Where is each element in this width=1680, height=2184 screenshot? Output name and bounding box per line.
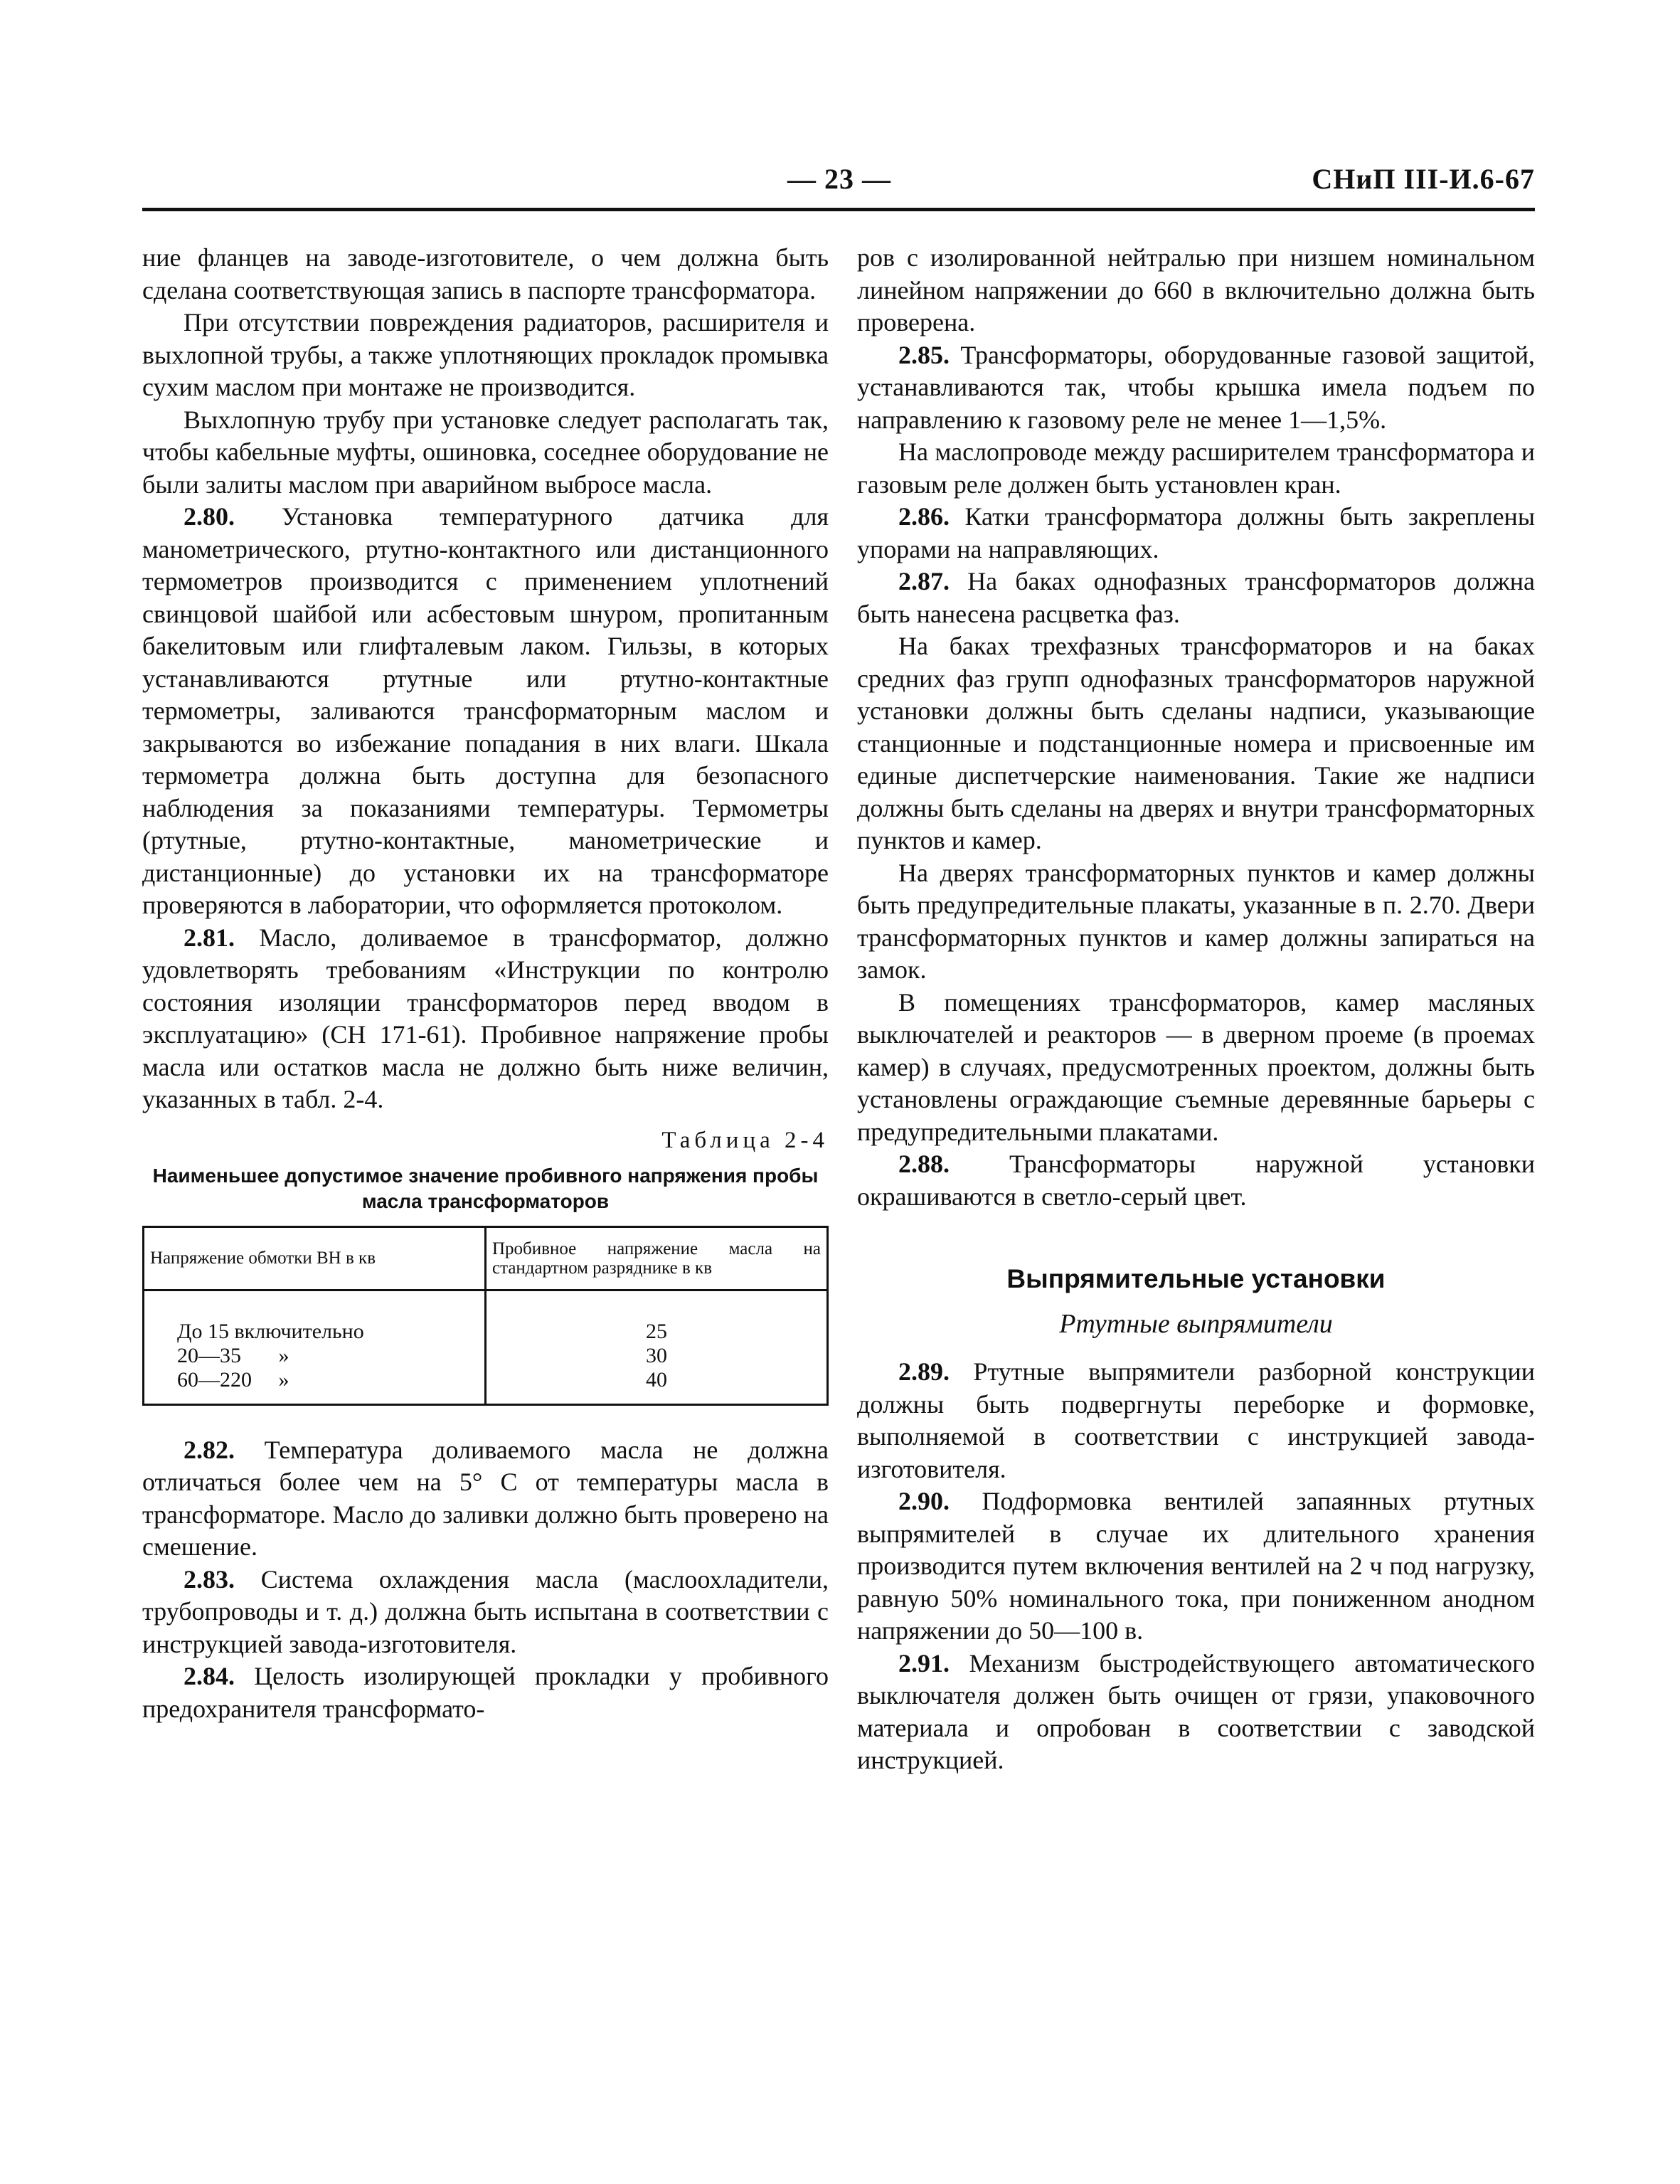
clause-text: Трансформаторы наружной установки окрашиваются в светло-серый цвет. (857, 1150, 1536, 1211)
table-row (144, 1368, 828, 1405)
clause-2-80 (142, 501, 829, 922)
clause-number: 2.85. (898, 340, 950, 369)
clause-text: Трансформаторы, оборудованные газовой защитой, устанавливаются так, чтобы крышка имела подъем по направлению к газовому реле не менее 1—1,5%. (857, 340, 1535, 434)
clause-text: Подформовка вентилей запаянных ртутных выпрямителей в случае их длительного хранения производится путем включения вентилей на 2 ч под нагрузку, равную 50% номинального тока, при пониженном анодном напряжении до 50—100 в. (857, 1487, 1536, 1645)
clause-text: Масло, доливаемое в трансформатор, должно удовлетворять требованиям «Инструкции по контролю состояния изоляции трансформаторов перед вводом в эксплуатацию» (СН 171-61). Пробивное напряжение пробы масла или остатков масла не должно быть ниже величин, указанных в табл. 2-4. (142, 923, 829, 1113)
clause-text: Температура доливаемого масла не должна отличаться более чем на 5° С от температуры масла в трансформаторе. Масло до заливки должно быть проверено на смешение. (142, 1435, 829, 1561)
clause-number: 2.90. (898, 1487, 950, 1515)
table-cell-voltage: 60—220 » (144, 1368, 486, 1405)
clause-number: 2.88. (898, 1150, 950, 1178)
table-header-breakdown: Пробивное напряжение масла на стандартном разряднике в кв (486, 1226, 828, 1290)
paragraph: На маслопроводе между расширителем трансформатора и газовым реле должен быть установлен кран. (857, 438, 1535, 499)
clause-text: Установка температурного датчика для манометрического, ртутно-контактного или дистанционного термометров производится с применением уплотнений свинцовой шайбой или асбестовым шнуром, пропитанным бакелитовым или глифталевым лаком. Гильзы, в которых устанавливаются ртутные или ртутно-контактные термометры, заливаются трансформаторным маслом и закрываются во избежание попадания в них влаги. Шкала термометра должна быть доступна для безопасного наблюдения за показаниями температуры. Термометры (ртутные, ртутно-контактные, манометрические и дистанционные) до установки их на трансформаторе проверяются в лаборатории, что оформляется протоколом. (142, 502, 829, 919)
clause-number: 2.84. (184, 1662, 235, 1690)
page-number: — 23 — (787, 163, 891, 195)
clause-number: 2.86. (898, 502, 950, 531)
clause-number: 2.81. (184, 923, 235, 952)
table-cell-breakdown: 25 (486, 1290, 828, 1344)
clause-text: Механизм быстродействующего автоматического выключателя должен быть очищен от грязи, упаковочного материала и опробован в соответствии с заводской инструкцией. (857, 1648, 1535, 1774)
table-cell-voltage: До 15 включительно (144, 1290, 486, 1344)
page-header (142, 162, 1535, 202)
left-column (142, 242, 829, 1725)
clause-number: 2.82. (184, 1435, 235, 1464)
clause-text: На баках однофазных трансформаторов должна быть нанесена расцветка фаз. (857, 567, 1535, 628)
clause-number: 2.89. (898, 1357, 950, 1386)
clause-2-81 (142, 922, 829, 1116)
clause-number: 2.83. (184, 1564, 235, 1594)
paragraph: ров с изолированной нейтралью при низшем номинальном линейном напряжении до 660 в включительно должна быть проверена. (857, 243, 1535, 336)
clause-text: Катки трансформатора должны быть закреплены упорами на направляющих. (857, 502, 1536, 563)
table-caption: Таблица 2-4 (661, 1127, 829, 1153)
clause-2-88 (857, 1148, 1535, 1213)
header-rule (142, 208, 1535, 211)
clause-number: 2.87. (898, 567, 950, 595)
table-header-voltage: Напряжение обмотки ВН в кв (144, 1226, 486, 1290)
clause-number: 2.80. (184, 502, 235, 531)
clause-text: Система охлаждения масла (маслоохладители, трубопроводы и т. д.) должна быть испытана в соответствии с инструкцией завода-изготовителя. (142, 1564, 829, 1658)
clause-number: 2.91. (898, 1648, 950, 1677)
paragraph: В помещениях трансформаторов, камер масляных выключателей и реакторов — в дверном проеме (в проемах камер) в случаях, предусмотренных проектом, должны быть установлены ограждающие съемные деревянные барьеры с предупредительными плакатами. (857, 987, 1535, 1146)
table-row (144, 1344, 828, 1368)
section-title: Выпрямительные установки (1006, 1264, 1386, 1293)
clause-2-86 (857, 501, 1535, 566)
clause-2-89 (857, 1356, 1535, 1485)
paragraph: При отсутствии повреждения радиаторов, расширителя и выхлопной трубы, а также уплотняющих прокладок промывка сухим маслом при монтаже не производится. (142, 308, 829, 401)
table-cell-breakdown: 30 (486, 1344, 828, 1368)
clause-2-87 (857, 566, 1535, 630)
paragraph: Выхлопную трубу при установке следует располагать так, чтобы кабельные муфты, ошиновка, соседнее оборудование не были залиты маслом при аварийном выбросе масла. (142, 405, 829, 499)
table-cell-voltage: 20—35 » (144, 1344, 486, 1368)
document-code: СНиП III-И.6-67 (1312, 163, 1535, 195)
right-column (857, 242, 1535, 1777)
clause-text: Ртутные выпрямители разборной конструкции должны быть подвергнуты переборке и формовке, выполняемой в соответствии с инструкцией завода-изготовителя. (857, 1357, 1535, 1483)
clause-2-90 (857, 1485, 1535, 1648)
table-cell-breakdown: 40 (486, 1368, 828, 1405)
clause-2-84 (142, 1660, 829, 1725)
clause-2-83 (142, 1564, 829, 1661)
breakdown-voltage-table (142, 1226, 829, 1406)
clause-2-85 (857, 339, 1535, 437)
clause-2-91 (857, 1648, 1535, 1777)
clause-2-82 (142, 1434, 829, 1564)
table-title: Наименьшее допустимое значение пробивного напряжения пробы масла трансформаторов (152, 1164, 819, 1212)
subsection-title: Ртутные выпрямители (1059, 1308, 1333, 1339)
spacer (142, 1406, 829, 1434)
table-row (144, 1290, 828, 1344)
paragraph: На дверях трансформаторных пунктов и камер должны быть предупредительные плакаты, указанные в п. 2.70. Двери трансформаторных пунктов и камер должны запираться на замок. (857, 858, 1535, 984)
clause-text: Целость изолирующей прокладки у пробивного предохранителя трансформато- (142, 1662, 829, 1723)
paragraph: На баках трехфазных трансформаторов и на баках средних фаз групп однофазных трансформаторов наружной установки должны быть сделаны надписи, указывающие станционные и подстанционные номера и присвоенные им единые диспетчерские наименования. Такие же надписи должны быть сделаны на дверях и внутри трансформаторных пунктов и камер. (857, 632, 1535, 854)
paragraph: ние фланцев на заводе-изготовителе, о чем должна быть сделана соответствующая запись в паспорте трансформатора. (142, 243, 829, 304)
